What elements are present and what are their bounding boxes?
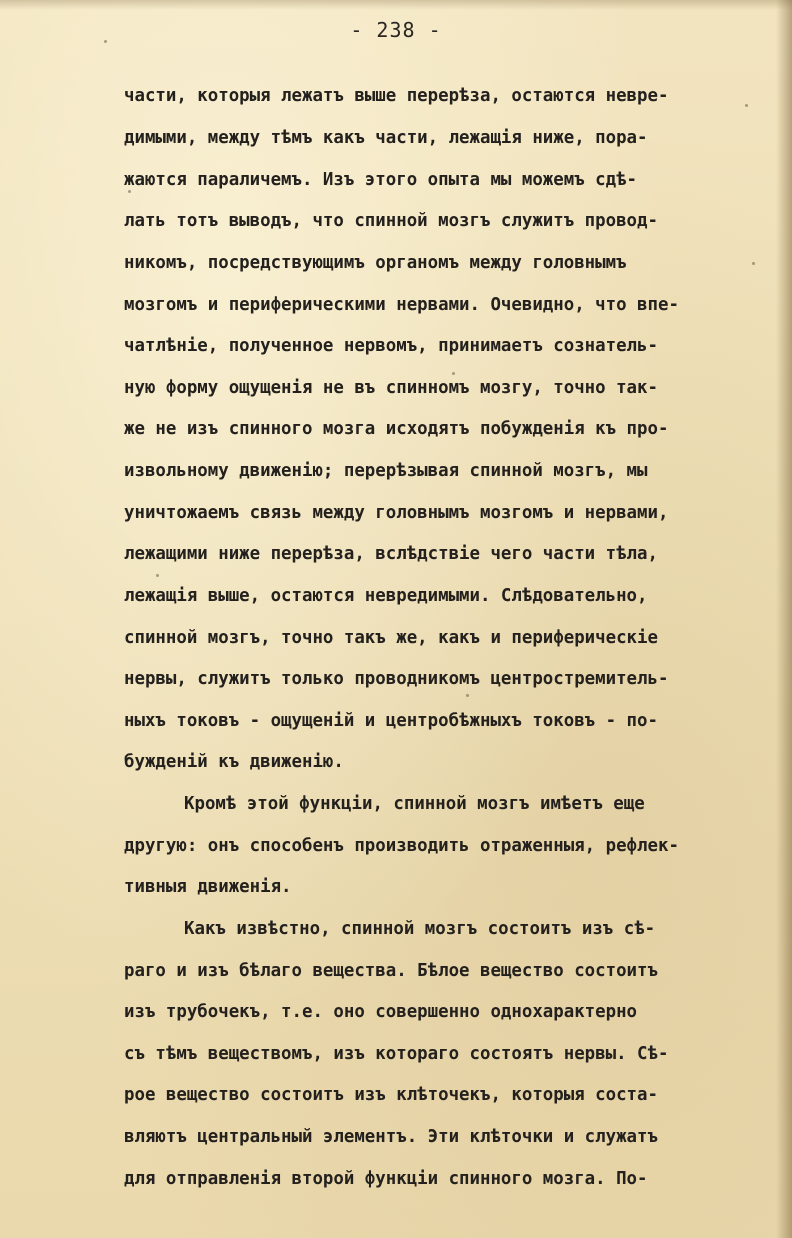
text-line: другую: онъ способенъ производить отраженныя, рефлек- — [124, 836, 679, 856]
text-line: димыми, между тѣмъ какъ части, лежащія ниже, пора- — [124, 128, 648, 148]
text-line: никомъ, посредствующимъ органомъ между головнымъ — [124, 253, 627, 273]
text-line: нервы, служитъ только проводникомъ центростремитель- — [124, 669, 669, 689]
text-line: мозгомъ и периферическими нервами. Очевидно, что впе- — [124, 295, 679, 315]
paper-speck — [452, 372, 455, 375]
text-line: жаются параличемъ. Изъ этого опыта мы можемъ сдѣ- — [124, 170, 638, 190]
text-line: раго и изъ бѣлаго вещества. Бѣлое вещество состоитъ — [124, 961, 658, 981]
paper-speck — [752, 262, 755, 265]
text-line: изъ трубочекъ, т.е. оно совершенно однохарактерно — [124, 1002, 638, 1022]
paper-speck — [104, 40, 107, 43]
text-line: извольному движенію; перерѣзывая спинной мозгъ, мы — [124, 461, 648, 481]
page-number: - 238 - — [350, 18, 442, 42]
text-line: рое вещество состоитъ изъ клѣточекъ, которыя соста- — [124, 1085, 658, 1105]
text-line: лежащими ниже перерѣза, вслѣдствіе чего части тѣла, — [124, 544, 658, 564]
text-line: чатлѣніе, полученное нервомъ, принимаетъ сознатель- — [124, 336, 658, 356]
paragraph-first-line: Кромѣ этой функціи, спинной мозгъ имѣетъ еще — [184, 794, 645, 814]
text-line: ную форму ощущенія не въ спинномъ мозгу, точно так- — [124, 378, 658, 398]
paper-speck — [156, 574, 159, 577]
text-line: лать тотъ выводъ, что спинной мозгъ служитъ провод- — [124, 211, 658, 231]
paper-speck — [745, 104, 748, 107]
text-line: части, которыя лежатъ выше перерѣза, остаются невре- — [124, 86, 669, 106]
text-line: спинной мозгъ, точно такъ же, какъ и периферическіе — [124, 628, 658, 648]
text-line: же не изъ спинного мозга исходятъ побужденія къ про- — [124, 419, 669, 439]
text-line: лежащія выше, остаются невредимыми. Слѣдовательно, — [124, 586, 648, 606]
paragraph-first-line: Какъ извѣстно, спинной мозгъ состоитъ изъ сѣ- — [184, 919, 656, 939]
text-line: уничтожаемъ связь между головнымъ мозгомъ и нервами, — [124, 503, 669, 523]
text-line: для отправленія второй функціи спинного мозга. По- — [124, 1169, 648, 1189]
text-line: ныхъ токовъ - ощущеній и центробѣжныхъ токовъ - по- — [124, 711, 658, 731]
text-line: вляютъ центральный элементъ. Эти клѣточки и служатъ — [124, 1127, 658, 1147]
text-line: тивныя движенія. — [124, 877, 292, 897]
text-line: бужденій къ движенію. — [124, 752, 344, 772]
paper-speck — [466, 694, 469, 697]
paper-speck — [128, 190, 131, 193]
text-line: съ тѣмъ веществомъ, изъ котораго состоятъ нервы. Сѣ- — [124, 1044, 669, 1064]
